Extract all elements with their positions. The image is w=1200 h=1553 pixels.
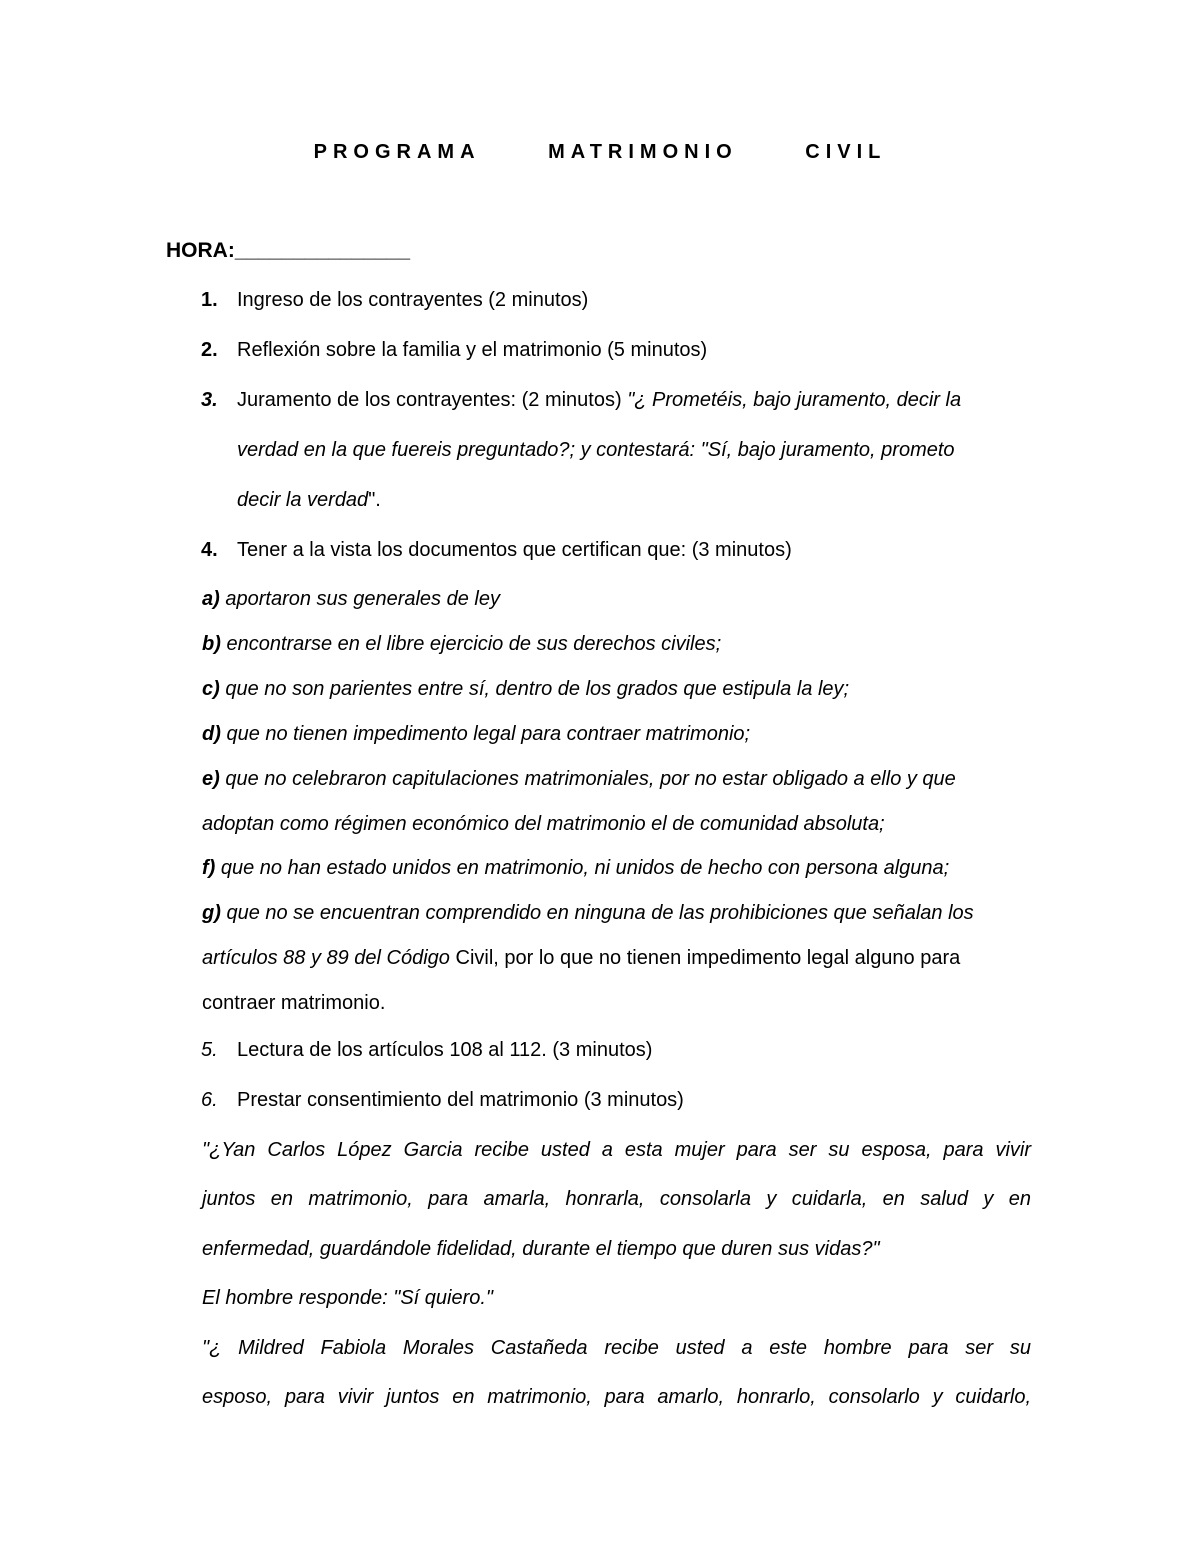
sub-item-c xyxy=(202,679,849,699)
oath-quote-text: decir la verdad xyxy=(237,489,369,511)
sub-label: e) xyxy=(202,768,220,790)
sub-text: que no se encuentran comprendido en ninguna de las prohibiciones que señalan los xyxy=(220,902,974,924)
item-text: Ingreso de los contrayentes (2 minutos) xyxy=(237,289,589,311)
sub-item-d xyxy=(202,724,750,744)
title-word-1: PROGRAMA xyxy=(313,141,481,163)
sub-item-g-line-3: contraer matrimonio. xyxy=(202,992,386,1014)
sub-label: f) xyxy=(202,857,216,879)
item-number: 5. xyxy=(201,1039,218,1061)
title-word-3: CIVIL xyxy=(805,141,887,163)
sub-item-g-line-2 xyxy=(202,948,960,968)
sub-label: g) xyxy=(202,902,221,924)
sub-item-a xyxy=(202,589,500,609)
oath-quote-line-2: verdad en la que fuereis preguntado?; y contestará: "Sí, bajo juramento, prometo xyxy=(237,439,955,461)
item-text-plain: Juramento de los contrayentes: (2 minutos) xyxy=(237,389,628,411)
sub-text-normal: Civil, por lo que no tienen impedimento legal alguno para xyxy=(455,947,961,969)
man-answer: El hombre responde: "Sí quiero." xyxy=(202,1287,494,1309)
item-number: 6. xyxy=(201,1089,218,1111)
hora-field: HORA:_______________ xyxy=(166,239,411,262)
sub-text: que no tienen impedimento legal para contraer matrimonio; xyxy=(220,723,751,745)
item-number: 1. xyxy=(201,289,218,311)
sub-text: encontrarse en el libre ejercicio de sus derechos civiles; xyxy=(220,633,722,655)
sub-text-italic: artículos 88 y 89 del Código xyxy=(202,947,456,969)
item-number: 3. xyxy=(201,389,218,411)
document-title xyxy=(0,142,1200,162)
woman-vow-line-2: esposo, para vivir juntos en matrimonio, para amarlo, honrarlo, consolarlo y cuidarlo, xyxy=(202,1386,1031,1408)
sub-label: d) xyxy=(202,723,221,745)
woman-vow-line-1: "¿ Mildred Fabiola Morales Castañeda recibe usted a este hombre para ser su xyxy=(202,1337,1031,1359)
oath-quote-line-3 xyxy=(237,490,381,510)
man-vow-line-2: juntos en matrimonio, para amarla, honrarla, consolarla y cuidarla, en salud y en xyxy=(202,1188,1031,1210)
oath-quote-end: ". xyxy=(368,489,381,511)
sub-text: que no han estado unidos en matrimonio, ni unidos de hecho con persona alguna; xyxy=(215,857,950,879)
sub-text: que no son parientes entre sí, dentro de los grados que estipula la ley; xyxy=(219,678,850,700)
item-text: Reflexión sobre la familia y el matrimonio (5 minutos) xyxy=(237,339,708,361)
item-text: Tener a la vista los documentos que certifican que: (3 minutos) xyxy=(237,539,792,561)
sub-text: que no celebraron capitulaciones matrimoniales, por no estar obligado a ello y que xyxy=(219,768,956,790)
item-number: 2. xyxy=(201,339,218,361)
oath-quote-line-1: "¿ Prometéis, bajo juramento, decir la xyxy=(627,389,962,411)
sub-text: aportaron sus generales de ley xyxy=(219,588,500,610)
sub-label: b) xyxy=(202,633,221,655)
sub-item-e xyxy=(202,769,956,789)
sub-label: a) xyxy=(202,588,220,610)
title-word-2: MATRIMONIO xyxy=(548,141,738,163)
item-number: 4. xyxy=(201,539,218,561)
sub-item-f xyxy=(202,858,949,878)
sub-label: c) xyxy=(202,678,220,700)
sub-item-g xyxy=(202,903,974,923)
sub-item-e-line-2: adoptan como régimen económico del matrimonio el de comunidad absoluta; xyxy=(202,813,885,835)
item-text xyxy=(237,390,961,410)
man-vow-line-1: "¿Yan Carlos López Garcia recibe usted a esta mujer para ser su esposa, para vivir xyxy=(202,1139,1031,1161)
item-text: Lectura de los artículos 108 al 112. (3 minutos) xyxy=(237,1039,653,1061)
item-text: Prestar consentimiento del matrimonio (3 minutos) xyxy=(237,1089,684,1111)
sub-item-b xyxy=(202,634,721,654)
man-vow-line-3: enfermedad, guardándole fidelidad, durante el tiempo que duren sus vidas?" xyxy=(202,1238,880,1260)
